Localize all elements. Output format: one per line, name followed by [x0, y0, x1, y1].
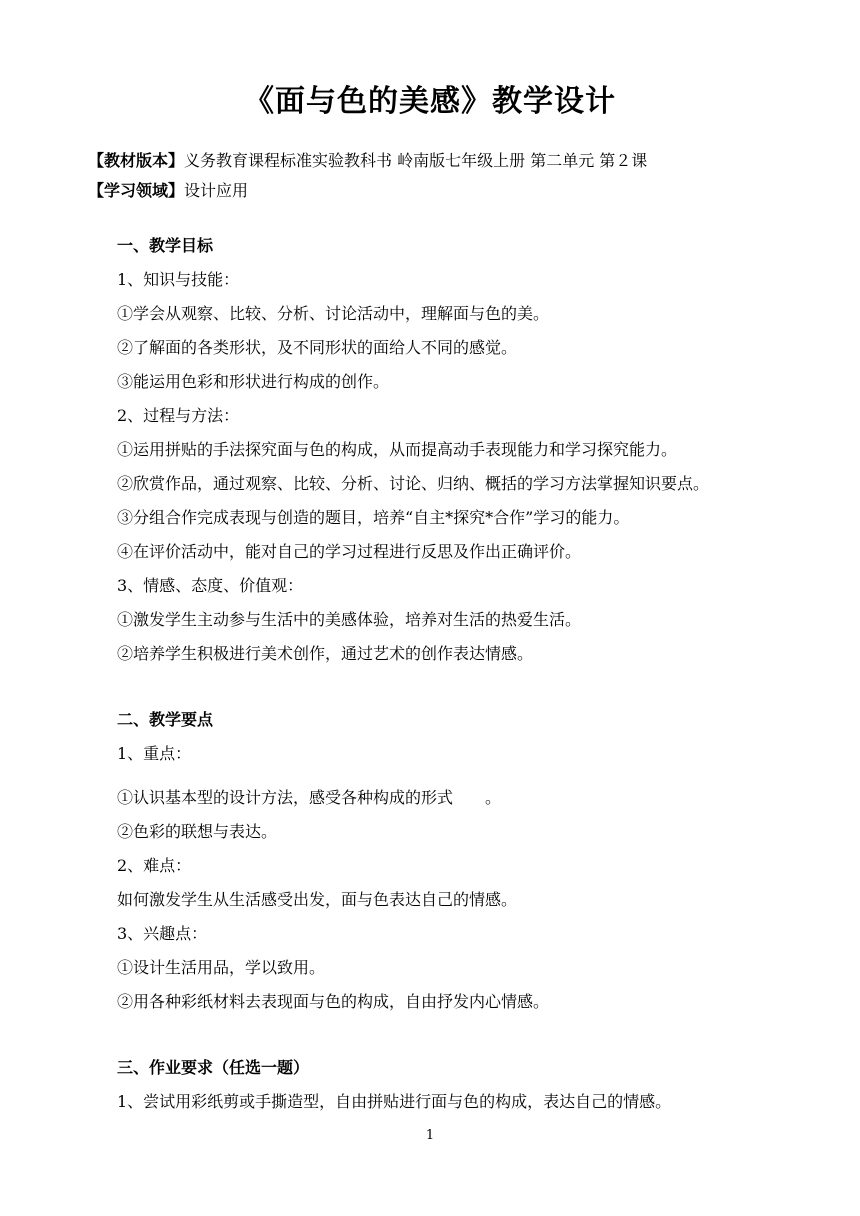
section-heading-key-points: 二、教学要点	[117, 710, 214, 729]
section-line: 3、情感、态度、价值观：	[117, 576, 304, 595]
section-line: ①激发学生主动参与生活中的美感体验，培养对生活的热爱生活。	[117, 610, 582, 629]
meta-key: 【教材版本】	[88, 151, 185, 170]
meta-value: 设计应用	[184, 181, 249, 200]
meta-value: 义务教育课程标准实验教科书 岭南版七年级上册 第二单元 第２课	[184, 151, 648, 170]
section-line: 3、兴趣点：	[117, 924, 208, 943]
section-line: ③分组合作完成表现与创造的题目，培养“自主*探究*合作”学习的能力。	[117, 508, 630, 527]
section-line: ①运用拼贴的手法探究面与色的构成，从而提高动手表现能力和学习探究能力。	[117, 440, 678, 459]
document-title: 《面与色的美感》教学设计	[244, 84, 616, 119]
meta-key: 【学习领域】	[88, 181, 185, 200]
section-line: ①学会从观察、比较、分析、讨论活动中，理解面与色的美。	[117, 304, 550, 323]
section-line: 1、重点：	[117, 744, 192, 763]
section-line: ②欣赏作品，通过观察、比较、分析、讨论、归纳、概括的学习方法掌握知识要点。	[117, 474, 710, 493]
section-line: 2、过程与方法：	[117, 406, 240, 425]
section-line: 1、尝试用彩纸剪或手撕造型，自由拼贴进行面与色的构成，表达自己的情感。	[117, 1092, 672, 1111]
page-number: 1	[425, 1128, 435, 1143]
section-line: ②培养学生积极进行美术创作，通过艺术的创作表达情感。	[117, 644, 534, 663]
section-line: ②色彩的联想与表达。	[117, 822, 278, 841]
section-heading-objectives: 一、教学目标	[117, 236, 214, 255]
section-line: ④在评价活动中，能对自己的学习过程进行反思及作出正确评价。	[117, 542, 582, 561]
meta-learning-area	[88, 180, 248, 202]
section-line: ①设计生活用品，学以致用。	[117, 958, 326, 977]
section-line: ①认识基本型的设计方法，感受各种构成的形式 。	[117, 788, 502, 807]
section-line: ③能运用色彩和形状进行构成的创作。	[117, 372, 390, 391]
section-line: 2、难点：	[117, 856, 192, 875]
section-heading-assignment: 三、作业要求（任选一题）	[117, 1058, 310, 1077]
section-line: 1、知识与技能：	[117, 270, 240, 289]
meta-textbook-version	[88, 150, 647, 172]
section-line: ②了解面的各类形状，及不同形状的面给人不同的感觉。	[117, 338, 518, 357]
section-line: ②用各种彩纸材料去表现面与色的构成，自由抒发内心情感。	[117, 992, 550, 1011]
section-line: 如何激发学生从生活感受出发，面与色表达自己的情感。	[117, 890, 518, 909]
